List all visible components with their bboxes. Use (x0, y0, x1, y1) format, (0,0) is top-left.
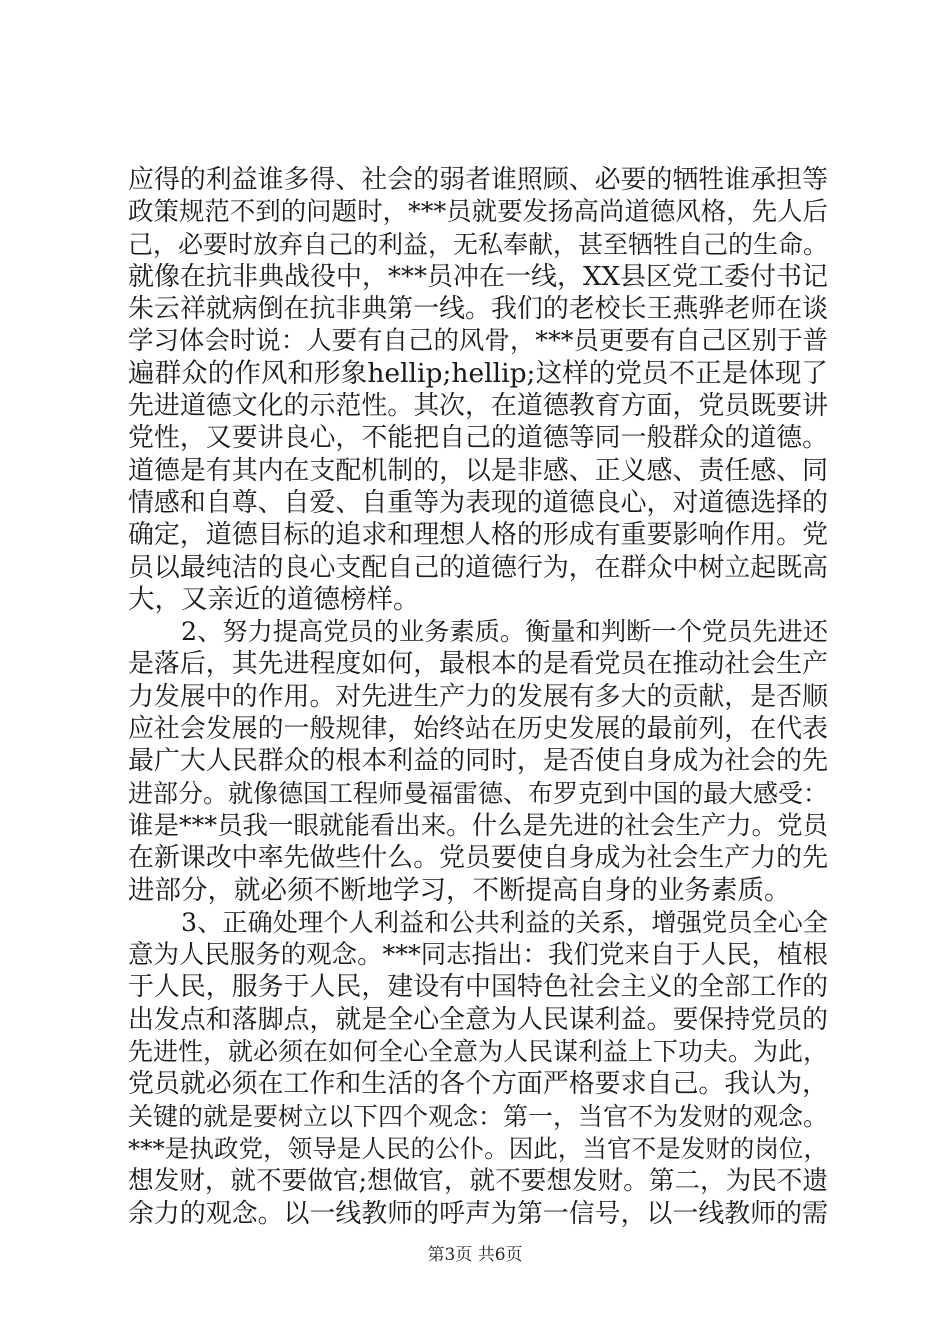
text-line: 进部分。就像德国工程师曼福雷德、布罗克到中国的最大感受： (128, 778, 829, 808)
text-line: 关键的就是要树立以下四个观念：第一，当官不为发财的观念。 (128, 1101, 829, 1131)
text-line: 道德是有其内在支配机制的，以是非感、正义感、责任感、同 (128, 455, 828, 486)
text-line: 政策规范不到的问题时，***员就要发扬高尚道德风格，先人后 (128, 197, 828, 228)
text-line: 想发财，就不要做官;想做官，就不要想发财。第二，为民不遗 (128, 1166, 828, 1197)
text-line: 于人民，服务于人民，建设有中国特色社会主义的全部工作的 (128, 972, 828, 1003)
text-line: 出发点和落脚点，就是全心全意为人民谋利益。要保持党员的 (128, 1004, 828, 1035)
document-body (128, 164, 828, 1230)
text-line: 遍群众的作风和形象hellip;hellip;这样的党员不正是体现了 (128, 357, 828, 389)
paragraph-first-line: 3、正确处理个人利益和公共利益的关系，增强党员全心全 (181, 907, 828, 937)
text-line: 确定，道德目标的追求和理想人格的形成有重要影响作用。党 (128, 520, 828, 551)
text-line: 是落后，其先进程度如何，最根本的是看党员在推动社会生产 (128, 649, 828, 680)
text-line: 应社会发展的一般规律，始终站在历史发展的最前列，在代表 (128, 714, 828, 745)
text-line: 应得的利益谁多得、社会的弱者谁照顾、必要的牺牲谁承担等 (128, 165, 828, 195)
text-line: 进部分，就必须不断地学习，不断提高自身的业务素质。 (128, 874, 791, 906)
page-number-footer: 第3页 共6页 (427, 1245, 523, 1265)
text-line: 朱云祥就病倒在抗非典第一线。我们的老校长王燕骅老师在谈 (128, 294, 828, 325)
text-line: 先进道德文化的示范性。其次，在道德教育方面，党员既要讲 (128, 391, 828, 422)
text-line: 余力的观念。以一线教师的呼声为第一信号，以一线教师的需 (128, 1198, 828, 1229)
text-line: 情感和自尊、自爱、自重等为表现的道德良心，对道德选择的 (128, 487, 828, 518)
text-line: 党员就必须在工作和生活的各个方面严格要求自己。我认为， (128, 1069, 828, 1100)
text-line: 先进性，就必须在如何全心全意为人民谋利益上下功夫。为此， (128, 1037, 829, 1067)
text-line: 员以最纯洁的良心支配自己的道德行为，在群众中树立起既高 (128, 552, 828, 583)
text-line: 己，必要时放弃自己的利益，无私奉献，甚至牺牲自己的生命。 (128, 229, 829, 259)
text-line: 党性，又要讲良心，不能把自己的道德等同一般群众的道德。 (128, 423, 828, 454)
text-line: 大，又亲近的道德榜样。 (128, 583, 420, 615)
text-line: 就像在抗非典战役中，***员冲在一线，XX县区党工委付书记 (128, 261, 828, 292)
text-line: 谁是***员我一眼就能看出来。什么是先进的社会生产力。党员 (128, 810, 828, 841)
text-line: 学习体会时说：人要有自己的风骨，***员更要有自己区别于普 (128, 326, 828, 357)
text-line: 力发展中的作用。对先进生产力的发展有多大的贡献，是否顺 (128, 681, 828, 712)
text-line: 在新课改中率先做些什么。党员要使自身成为社会生产力的先 (128, 843, 828, 874)
paragraph-first-line: 2、努力提高党员的业务素质。衡量和判断一个党员先进还 (181, 617, 828, 647)
text-line: ***是执政党，领导是人民的公仆。因此，当官不是发财的岗位， (128, 1133, 828, 1163)
text-line: 意为人民服务的观念。***同志指出：我们党来自于人民，植根 (128, 940, 828, 971)
text-line: 最广大人民群众的根本利益的同时，是否使自身成为社会的先 (128, 746, 828, 777)
